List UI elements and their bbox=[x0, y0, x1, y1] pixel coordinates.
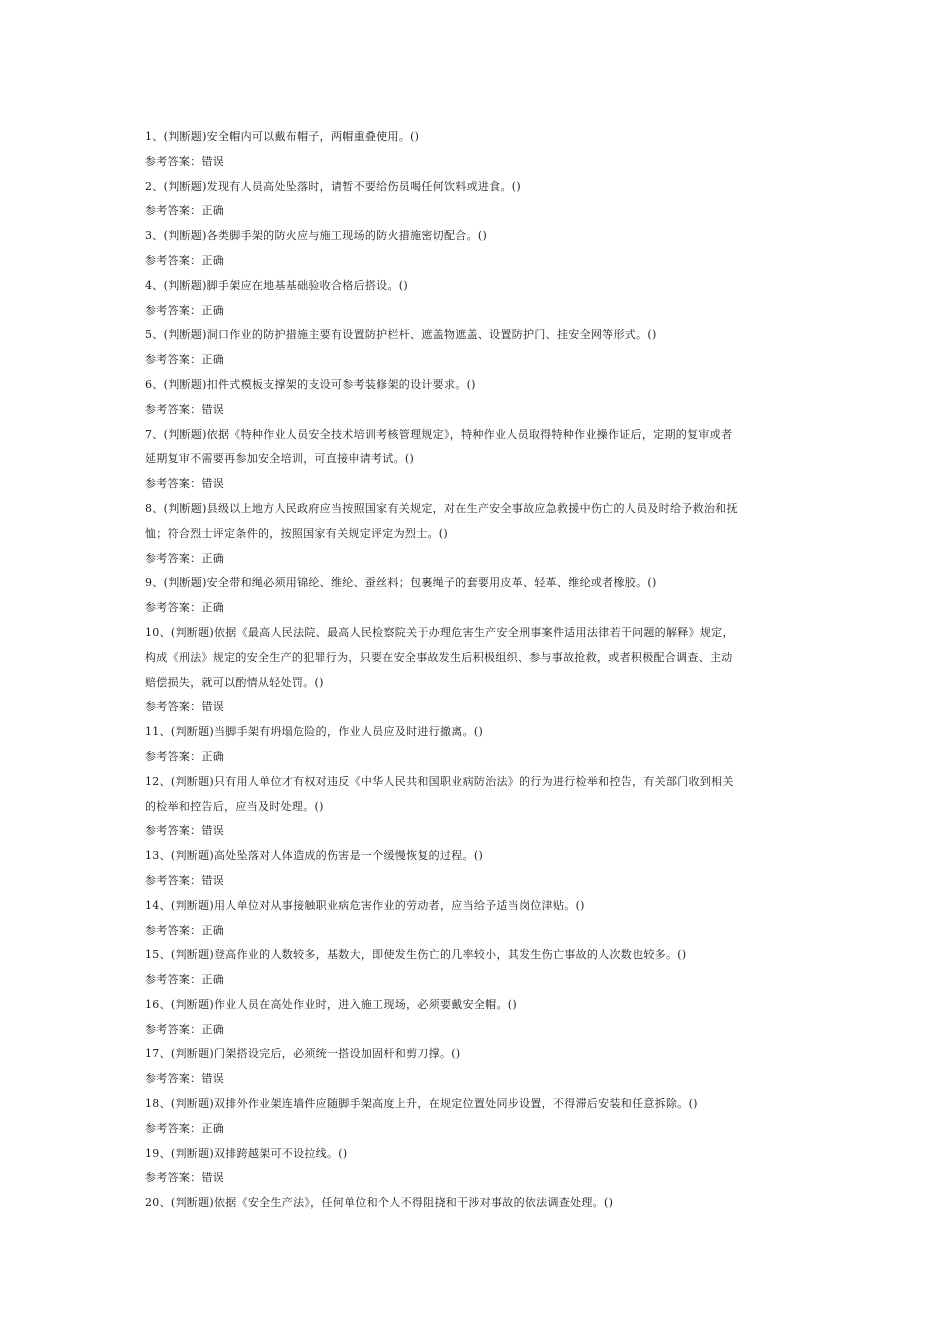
question-text: 12、(判断题)只有用人单位才有权对违反《中华人民共和国职业病防治法》的行为进行检举和控告，有关部门收到相关 bbox=[145, 774, 734, 788]
answer-text: 参考答案：正确 bbox=[145, 601, 225, 615]
answer-text: 参考答案：正确 bbox=[145, 1022, 225, 1036]
question-text: 构成《刑法》规定的安全生产的犯罪行为，只要在安全事故发生后积极组织、参与事故抢救，或者积极配合调查、主动 bbox=[145, 650, 733, 664]
question-item bbox=[145, 125, 810, 175]
answer-text: 参考答案：错误 bbox=[145, 477, 225, 491]
question-text: 3、(判断题)各类脚手架的防火应与施工现场的防火措施密切配合。() bbox=[145, 229, 488, 243]
answer-text: 参考答案：正确 bbox=[145, 749, 225, 763]
question-text: 10、(判断题)依据《最高人民法院、最高人民检察院关于办理危害生产安全刑事案件适用法律若干问题的解释》规定， bbox=[145, 625, 734, 639]
answer-text: 参考答案：正确 bbox=[145, 204, 225, 218]
question-item bbox=[145, 1191, 810, 1216]
question-text: 17、(判断题)门架搭设完后，必须统一搭设加固杆和剪刀撑。() bbox=[145, 1047, 461, 1061]
question-item bbox=[145, 993, 810, 1043]
question-text: 延期复审不需要再参加安全培训，可直接申请考试。() bbox=[145, 452, 415, 466]
question-text: 6、(判断题)扣件式模板支撑架的支设可参考装修架的设计要求。() bbox=[145, 377, 476, 391]
question-item bbox=[145, 1042, 810, 1092]
question-text: 11、(判断题)当脚手架有坍塌危险的，作业人员应及时进行撤离。() bbox=[145, 725, 484, 739]
question-text: 2、(判断题)发现有人员高处坠落时，请暂不要给伤员喝任何饮料或进食。() bbox=[145, 179, 521, 193]
answer-text: 参考答案：错误 bbox=[145, 1171, 225, 1185]
question-item bbox=[145, 621, 810, 720]
answer-text: 参考答案：正确 bbox=[145, 973, 225, 987]
question-text: 4、(判断题)脚手架应在地基基础验收合格后搭设。() bbox=[145, 278, 408, 292]
question-item bbox=[145, 844, 810, 894]
question-text: 的检举和控告后，应当及时处理。() bbox=[145, 799, 324, 813]
question-text: 1、(判断题)安全帽内可以戴布帽子，两帽重叠使用。() bbox=[145, 130, 420, 143]
answer-text: 参考答案：正确 bbox=[145, 923, 225, 937]
question-text: 恤；符合烈士评定条件的，按照国家有关规定评定为烈士。() bbox=[145, 526, 448, 540]
question-text: 20、(判断题)依据《安全生产法》，任何单位和个人不得阻挠和干涉对事故的依法调查处理。() bbox=[145, 1196, 614, 1210]
answer-text: 参考答案：正确 bbox=[145, 353, 225, 367]
answer-text: 参考答案：错误 bbox=[145, 824, 225, 838]
question-item bbox=[145, 274, 810, 324]
question-item bbox=[145, 497, 810, 571]
question-list bbox=[145, 125, 810, 1216]
answer-text: 参考答案：错误 bbox=[145, 873, 225, 887]
question-item bbox=[145, 373, 810, 423]
question-text: 5、(判断题)洞口作业的防护措施主要有设置防护栏杆、遮盖物遮盖、设置防护门、挂安全网等形式。() bbox=[145, 328, 657, 342]
answer-text: 参考答案：错误 bbox=[145, 1072, 225, 1086]
question-text: 16、(判断题)作业人员在高处作业时，进入施工现场，必须要戴安全帽。() bbox=[145, 997, 517, 1011]
answer-text: 参考答案：错误 bbox=[145, 154, 225, 168]
question-item bbox=[145, 224, 810, 274]
question-item bbox=[145, 175, 810, 225]
question-item bbox=[145, 943, 810, 993]
question-text: 14、(判断题)用人单位对从事接触职业病危害作业的劳动者，应当给予适当岗位津贴。() bbox=[145, 898, 585, 912]
question-text: 7、(判断题)依据《特种作业人员安全技术培训考核管理规定》，特种作业人员取得特种作业操作证后，定期的复审或者 bbox=[145, 427, 733, 441]
question-item bbox=[145, 423, 810, 497]
question-text: 18、(判断题)双排外作业架连墙件应随脚手架高度上升，在规定位置处同步设置，不得滞后安装和任意拆除。() bbox=[145, 1097, 698, 1111]
question-item bbox=[145, 720, 810, 770]
question-text: 15、(判断题)登高作业的人数较多，基数大，即使发生伤亡的几率较小，其发生伤亡事故的人次数也较多。() bbox=[145, 948, 687, 962]
question-text: 8、(判断题)县级以上地方人民政府应当按照国家有关规定，对在生产安全事故应急救援中伤亡的人员及时给予救治和抚 bbox=[145, 501, 738, 515]
answer-text: 参考答案：错误 bbox=[145, 700, 225, 714]
question-text: 19、(判断题)双排跨越架可不设拉线。() bbox=[145, 1146, 348, 1160]
question-item bbox=[145, 894, 810, 944]
question-item bbox=[145, 571, 810, 621]
answer-text: 参考答案：错误 bbox=[145, 402, 225, 416]
question-text: 9、(判断题)安全带和绳必须用锦纶、维纶、蚕丝料；包裹绳子的套要用皮革、轻革、维纶或者橡胶。() bbox=[145, 576, 657, 590]
question-text: 13、(判断题)高处坠落对人体造成的伤害是一个缓慢恢复的过程。() bbox=[145, 849, 484, 863]
answer-text: 参考答案：正确 bbox=[145, 303, 225, 317]
question-item bbox=[145, 770, 810, 844]
answer-text: 参考答案：正确 bbox=[145, 253, 225, 267]
answer-text: 参考答案：正确 bbox=[145, 551, 225, 565]
question-item bbox=[145, 1142, 810, 1192]
question-item bbox=[145, 1092, 810, 1142]
question-text: 赔偿损失，就可以酌情从轻处罚。() bbox=[145, 675, 324, 689]
answer-text: 参考答案：正确 bbox=[145, 1121, 225, 1135]
question-item bbox=[145, 323, 810, 373]
